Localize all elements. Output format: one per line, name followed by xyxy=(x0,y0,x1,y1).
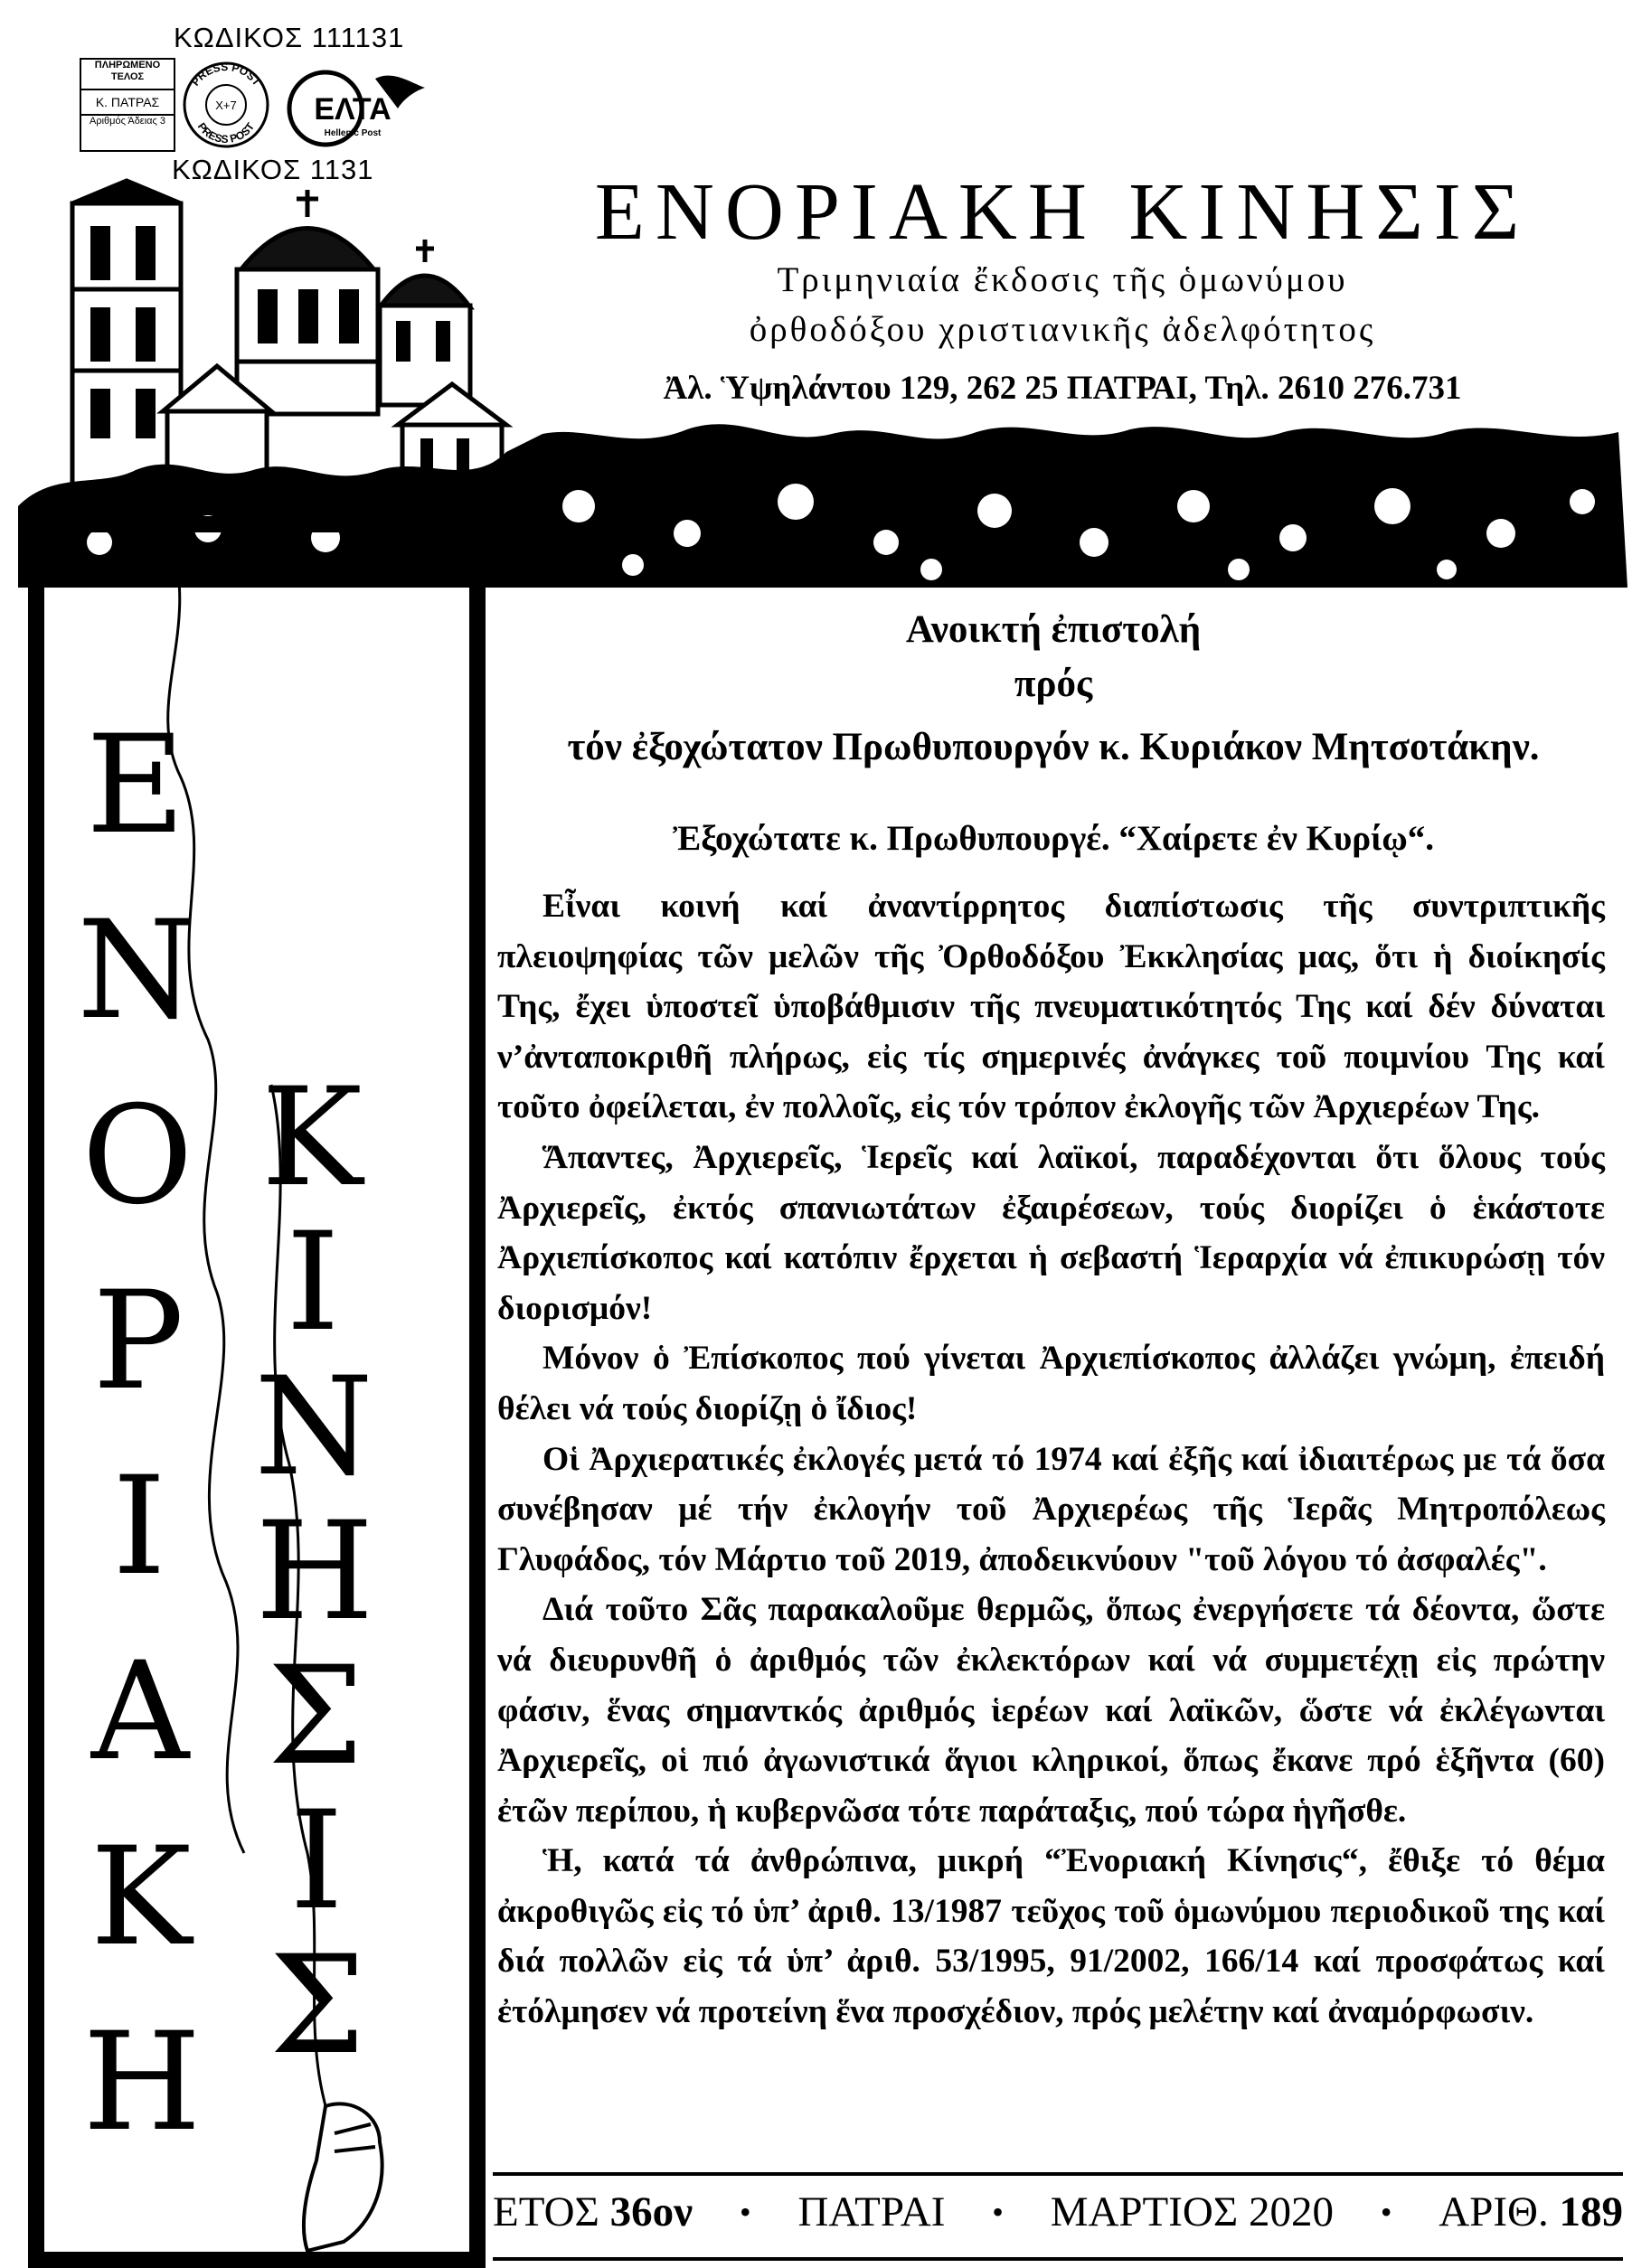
article-heading-line-2: πρός xyxy=(1014,663,1093,705)
vertical-lettering xyxy=(77,707,373,2161)
article-salutation: Ἐξοχώτατε κ. Πρωθυπουργέ. “Χαίρετε ἐν Κυρίῳ“. xyxy=(673,819,1434,858)
footer-city: ΠΑΤΡΑΙ xyxy=(797,2188,946,2235)
masthead-title: ΕΝΟΡΙΑΚΗ ΚΙΝΗΣΙΣ xyxy=(594,167,1531,257)
footer-year xyxy=(493,2188,693,2236)
article-paragraph: Ἡ, κατά τά ἀνθρώπινα, μικρή “Ἐνοριακή Κίνησις“, ἔθιξε τό θέμα ἀκροθιγῶς εἰς τό ὑπ’ ἀριθ. 13/1987 τεῦχος τοῦ ὁμωνύμου περιοδικοῦ της καί διά πολλῶν εἰς τά ὑπ’ ἀριθ. 53/1995, 91/2002, 166/14 καί προσφάτως καί ἐτόλμησεν νά προτείνη ἕνα προσχέδιον, πρός μελέτην καί ἀναμόρφωσιν. xyxy=(497,1842,1605,2031)
masthead-address: Ἀλ. Ὑψηλάντου 129, 262 25 ΠΑΤΡΑΙ, Τηλ. 2610 276.731 xyxy=(663,370,1462,407)
article-paragraph: Μόνον ὁ Ἐπίσκοπος πού γίνεται Ἀρχιεπίσκοπος ἀλλάζει γνώμη, ἐπειδή θέλει νά τούς διορίζῃ ὁ ἴδιος! xyxy=(497,1340,1605,1427)
footer-separator: • xyxy=(992,2194,1004,2230)
vertical-left-letter: Ρ xyxy=(92,1263,184,1420)
vertical-right-letter: Σ xyxy=(269,1927,366,2084)
article-body xyxy=(497,881,1605,2037)
footer-year-value: 36ον xyxy=(609,2188,693,2235)
vertical-left-letter: Κ xyxy=(90,1819,193,1976)
vertical-right-letter: Κ xyxy=(260,1059,363,1217)
footer-bottom-rule xyxy=(493,2257,1623,2261)
postage-block xyxy=(72,22,425,184)
footer-issue xyxy=(1439,2188,1623,2236)
article-paragraph: Ἅπαντες, Ἀρχιερεῖς, Ἱερεῖς καί λαϊκοί, παραδέχονται ὅτι ὅλους τούς Ἀρχιερεῖς, ἐκτός σπανιωτάτων ἐξαιρέσεων, τούς διορίζει ὁ ἑκάστοτε Ἀρχιεπίσκοπος καί κατόπιν ἔρχεται ἡ σεβαστή Ἱεραρχία νά ἐπικυρώσῃ τόν διορισμόν! xyxy=(497,1138,1605,1327)
vertical-left-letter: Ε xyxy=(86,707,185,864)
elta-name: ΕΛΤΑ xyxy=(314,92,392,127)
paid-box-line: Αριθμός Άδειας 3 xyxy=(89,116,165,127)
vertical-right-letter: Ι xyxy=(286,1204,340,1361)
vertical-left-letter: Ι xyxy=(112,1448,166,1605)
footer-issue-number: 189 xyxy=(1559,2188,1623,2235)
elta-tagline: Hellenic Post xyxy=(324,128,382,138)
stamp-ring-top: PRESS POST xyxy=(188,60,264,89)
issue-footer xyxy=(493,2188,1623,2236)
hand-icon xyxy=(304,2103,382,2251)
postal-code-top: ΚΩΔΙΚΟΣ 111131 xyxy=(174,22,405,53)
stamp-ring-bottom: PRESS POST xyxy=(194,120,258,146)
footer-separator: • xyxy=(1380,2194,1392,2230)
footer-issue-label: ΑΡΙΘ. xyxy=(1439,2188,1549,2235)
footer-year-label: ΕΤΟΣ xyxy=(493,2188,599,2235)
article-paragraph: Διά τοῦτο Σᾶς παρακαλοῦμε θερμῶς, ὅπως ἐνεργήσετε τά δέοντα, ὥστε νά διευρυνθῆ ὁ ἀριθμός τῶν ἐκλεκτόρων καί νά συμμετέχῃ εἰς πρώτην φάσιν, ἕνας σημαντκός ἀριθμός ἱερέων καί λαϊκῶν, ὥστε νά ἐκλέγωνται Ἀρχιερεῖς, οἱ πιό ἀγωνιστικά ἅγιοι κληρικοί, ὅπως ἔκανε πρό ἑξῆντα (60) ἐτῶν περίπου, ἡ κυβερνῶσα τότε παράταξις, πού τώρα ἡγῆσθε. xyxy=(497,1591,1605,1830)
article-heading-line-1: Ανοικτή ἐπιστολή xyxy=(905,608,1202,651)
footer-top-rule xyxy=(493,2172,1623,2176)
stamp-center-text: X+7 xyxy=(215,99,237,112)
elta-logo-icon xyxy=(276,65,429,155)
vertical-right-letter: Ι xyxy=(289,1783,344,1940)
masthead-subtitle-2: ὀρθοδόξου χριστιανικῆς ἀδελφότητος xyxy=(749,310,1376,349)
vertical-left-letter: Α xyxy=(90,1633,190,1791)
vertical-left-letter: Ο xyxy=(81,1078,193,1235)
church-dome-icon xyxy=(237,190,378,414)
paid-postage-box xyxy=(80,58,175,152)
article-heading-line-3: τόν ἐξοχώτατον Πρωθυπουργόν κ. Κυριάκον Μητσοτάκην. xyxy=(567,726,1540,768)
footer-separator: • xyxy=(739,2194,751,2230)
article-paragraph: Εἶναι κοινή καί ἀναντίρρητος διαπίστωσις τῆς συντριπτικῆς πλειοψηφίας τῶν μελῶν τῆς Ὀρθοδόξου Ἐκκλησίας μας, ὅτι ἡ διοίκησίς Της, ἔχει ὑποστεῖ ὑποβάθμισιν τῆς πνευματικότητός Της καί δέν δύναται ν’ἀνταποκριθῆ πλήρως, εἰς τίς σημερινές ἀνάγκες τοῦ ποιμνίου Της καί τοῦτο ὀφείλεται, ἐν πολλοῖς, εἰς τόν τρόπον ἐκλογῆς τῶν Ἀρχιερέων Της. xyxy=(497,888,1605,1126)
vertical-right-letter: Σ xyxy=(267,1638,364,1795)
paid-box-line: Κ. ΠΑΤΡΑΣ xyxy=(81,90,174,116)
press-post-stamp-icon xyxy=(181,60,271,150)
postal-code-bottom: ΚΩΔΙΚΟΣ 1131 xyxy=(172,154,374,185)
footer-date: ΜΑΡΤΙΟΣ 2020 xyxy=(1050,2188,1334,2235)
paid-box-line: ΠΛΗΡΩΜΕΝΟ ΤΕΛΟΣ xyxy=(81,60,174,90)
masthead-subtitle-1: Τριμηνιαία ἔκδοσις τῆς ὁμωνύμου xyxy=(777,260,1348,299)
vertical-right-letter: Ν xyxy=(254,1349,373,1506)
article-paragraph: Οἱ Ἀρχιερατικές ἐκλογές μετά τό 1974 καί ἐξῆς καί ἰδιαιτέρως με τά ὅσα συνέβησαν μέ τήν ἐκλογήν τοῦ Ἀρχιερέως τῆς Ἱερᾶς Μητροπόλεως Γλυφάδος, τόν Μάρτιο τοῦ 2019, ἀποδεικνύουν "τοῦ λόγου τό ἀσφαλές". xyxy=(497,1440,1605,1578)
bell-tower-icon xyxy=(72,181,181,502)
vertical-left-letter: Ν xyxy=(77,892,196,1049)
vertical-left-letter: Η xyxy=(82,2004,202,2161)
vertical-right-letter: Η xyxy=(255,1493,374,1651)
